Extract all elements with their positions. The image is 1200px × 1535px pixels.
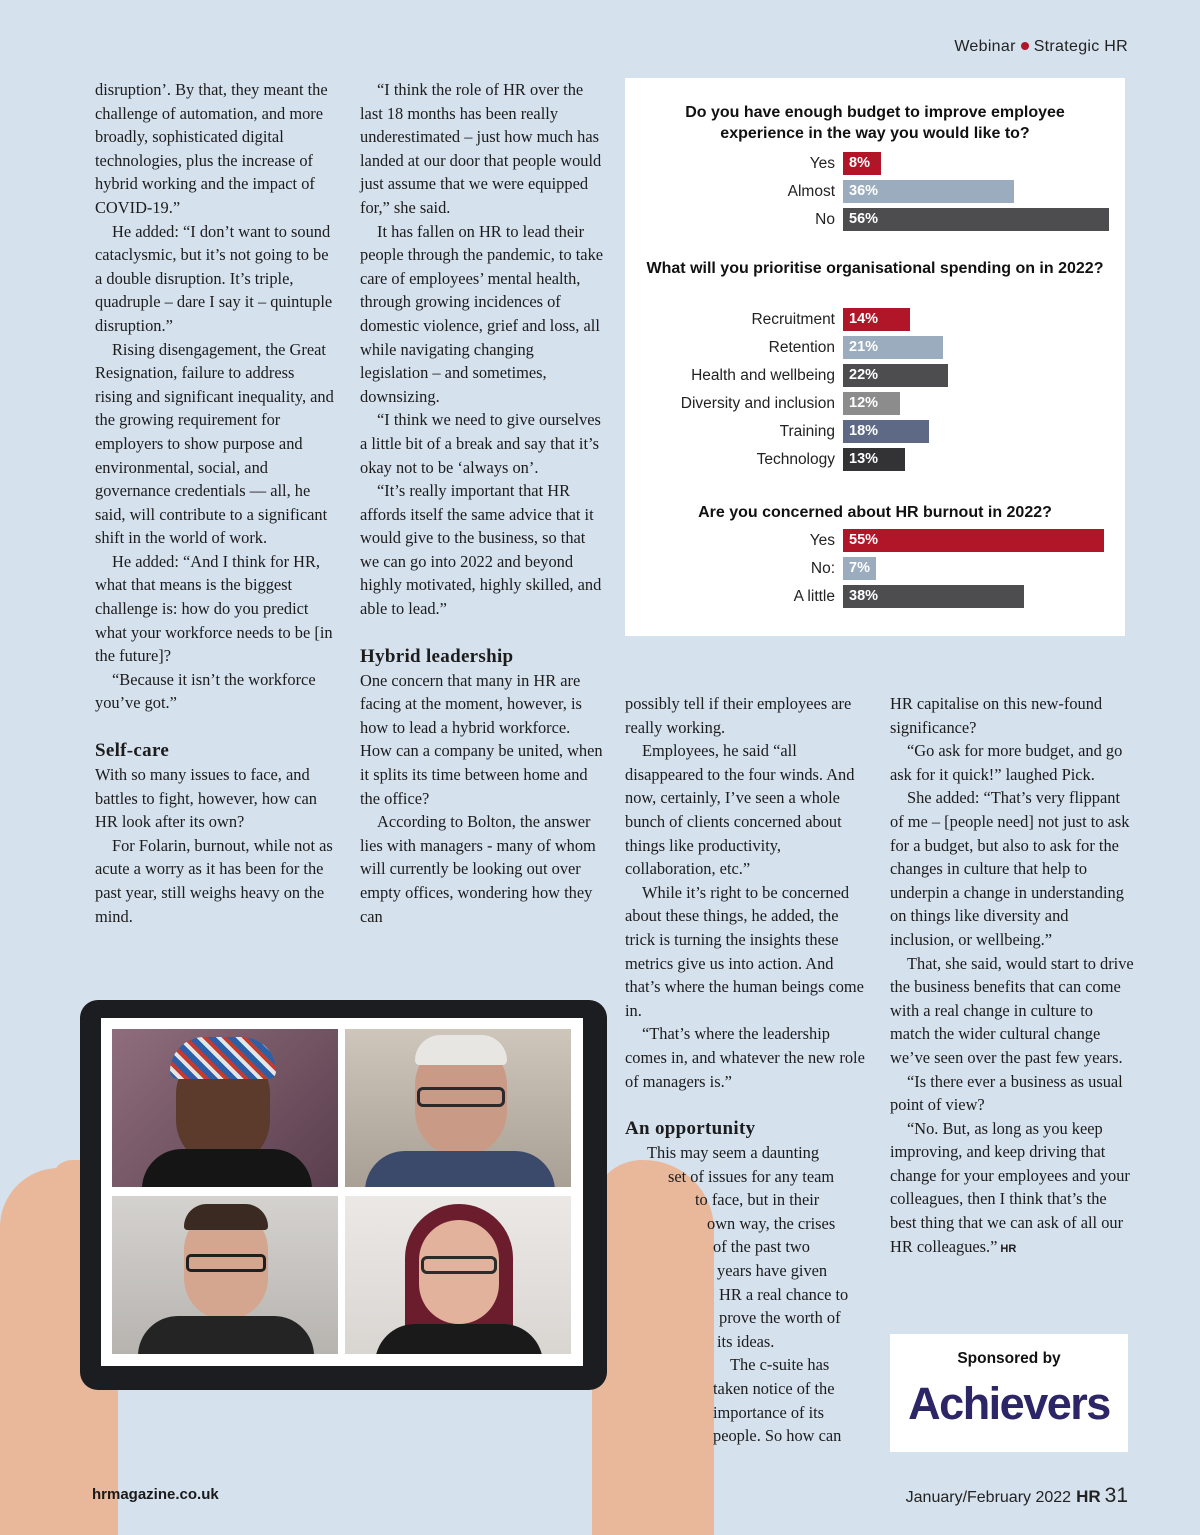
paragraph: “Because it isn’t the workforce you’ve got.” (95, 669, 316, 713)
paragraph: One concern that many in HR are facing at the moment, however, is how to lead a hybrid workforce. How can a company be united, when it splits its time between home and the office? (360, 670, 603, 808)
paragraph: That, she said, would start to drive the business benefits that can come with a real change in culture to match the wider cultural change we’ve seen over the past few years. (890, 953, 1134, 1067)
header-dot-icon (1021, 42, 1029, 50)
bar-row (625, 180, 1125, 204)
bar-category-label: Training (779, 423, 835, 440)
header-topic: Strategic HR (1033, 38, 1128, 55)
wrapped-paragraph (625, 1141, 870, 1353)
bar-category-label: No (815, 211, 835, 228)
paragraph: According to Bolton, the answer lies with managers - many of whom will currently be looking out over empty offices, wondering how they can (360, 812, 596, 926)
text-line: taken notice of the (713, 1379, 835, 1399)
text-line: people. So how can (713, 1426, 842, 1446)
bar (843, 208, 1109, 231)
bar-category-label: Almost (787, 183, 835, 200)
paragraph: With so many issues to face, and battles to fight, however, how can HR look after its own? (95, 765, 317, 832)
sponsor-label: Sponsored by (957, 1350, 1061, 1367)
article-column-2 (360, 78, 605, 928)
paragraph: “That’s where the leadership comes in, and whatever the new role of managers is.” (625, 1024, 865, 1091)
bar-category-label: A little (793, 588, 835, 605)
bar-row (625, 392, 1125, 416)
participant-video-1 (112, 1029, 338, 1187)
bar-category-label: Yes (809, 155, 835, 172)
text-line: years have given (717, 1261, 828, 1281)
bar-row (625, 336, 1125, 360)
paragraph: He added: “And I think for HR, what that means is the biggest challenge is: how do you predict what your workforce needs to be [in the future]? (95, 551, 333, 666)
paragraph: It has fallen on HR to lead their people through the pandemic, to take care of employees’ mental health, through growing incidences of domestic violence, grief and loss, all while navigating changing legislation – and sometimes, downsizing. (360, 221, 604, 406)
paragraph: She added: “That’s very flippant of me – [people need] not just to ask for a budget, but also to ask for the changes in culture that help to underpin a change in understanding on things like diversity and inclusion, or wellbeing.” (890, 788, 1130, 949)
paragraph: “Go ask for more budget, and go ask for it quick!” laughed Pick. (890, 741, 1123, 784)
bar-category-label: Recruitment (751, 311, 835, 328)
bar-category-label: Retention (768, 339, 835, 356)
closing-quote: “No. But, as long as you keep improving, and keep driving that change for your employees and your colleagues, then I think that’s the best thing that we can ask of all our HR colleagues.” (890, 1118, 1130, 1256)
participant-video-3 (112, 1196, 338, 1354)
bar-value-label: 12% (849, 395, 879, 411)
paragraph: Employees, he said “all disappeared to the four winds. And now, certainly, I’ve seen a whole bunch of clients concerned about things like productivity, collaboration, etc.” (625, 741, 855, 879)
paragraph: Rising disengagement, the Great Resignation, failure to address rising and significant inequality, and the growing requirement for employers to show purpose and environmental, social, and governance credentials — all, he said, will contribute to a significant shift in the world of work. (95, 339, 334, 548)
bar-value-label: 13% (849, 451, 879, 467)
text-line: own way, the crises (707, 1213, 836, 1233)
footer-site[interactable]: hrmagazine.co.uk (92, 1486, 219, 1503)
bar-value-label: 21% (849, 339, 879, 355)
text-line: This may seem a daunting (647, 1143, 820, 1163)
bar-row (625, 364, 1125, 388)
bar-value-label: 36% (849, 183, 879, 199)
footer-issue: January/February 2022 (905, 1489, 1072, 1506)
bar-row (625, 308, 1125, 332)
video-call-screen (101, 1018, 583, 1366)
bar-row (625, 557, 1125, 581)
bar-row (625, 448, 1125, 472)
paragraph (890, 1117, 1135, 1262)
paragraph: For Folarin, burnout, while not as acute a worry as it has been for the past year, still weighs heavy on the mind. (95, 835, 333, 926)
text-line: its ideas. (717, 1331, 775, 1351)
text-line: importance of its (713, 1402, 825, 1422)
bar (843, 529, 1104, 552)
paragraph: “I think we need to give ourselves a little bit of a break and say that it’s okay not to be ‘always on’. (360, 410, 601, 477)
end-mark: HR (1000, 1242, 1017, 1255)
bar-row (625, 529, 1125, 553)
paragraph: disruption’. By that, they meant the challenge of automation, and more broadly, sophisticated digital technologies, plus the increase of hybrid working and the impact of COVID-19.” (95, 80, 328, 217)
bar-value-label: 22% (849, 367, 879, 383)
subheading-self-care: Self-care (95, 740, 170, 762)
text-line: to face, but in their (695, 1190, 820, 1210)
page-number: 31 (1104, 1484, 1128, 1507)
achievers-logo: Achievers (908, 1378, 1110, 1429)
text-line: of the past two (713, 1237, 810, 1257)
article-column-4 (890, 692, 1135, 1261)
bar-value-label: 56% (849, 211, 879, 227)
paragraph: While it’s right to be concerned about these things, he added, the trick is turning the insights these metrics give us into action. And that’s where the human beings come in. (625, 882, 864, 1020)
bar-category-label: Yes (809, 532, 835, 549)
paragraph: He added: “I don’t want to sound cataclysmic, but it’s not going to be a double disruption. It’s triple, quadruple – dare I say it – quintuple disruption.” (95, 221, 333, 335)
text-line: prove the worth of (719, 1308, 841, 1328)
paragraph: HR capitalise on this new-found significance? (890, 694, 1103, 737)
bar-value-label: 18% (849, 423, 879, 439)
paragraph: “Is there ever a business as usual point of view? (890, 1071, 1123, 1115)
bar-value-label: 14% (849, 311, 879, 327)
article-column-3 (625, 692, 870, 1448)
footer-magazine: HR (1076, 1487, 1101, 1506)
survey-chart-panel (625, 78, 1125, 636)
running-header (954, 38, 1128, 56)
question-title: Do you have enough budget to improve employee experience in the way you would like to? (685, 104, 1065, 142)
bar-row (625, 152, 1125, 176)
paragraph: “I think the role of HR over the last 18 months has been really underestimated – just how much has landed at our door that people would just assume that we were equipped for,” she said. (360, 80, 602, 217)
paragraph: “It’s really important that HR affords itself the same advice that it would give to the business, so that we can go into 2022 and beyond highly motivated, highly skilled, and able to lead.” (360, 481, 602, 619)
header-section: Webinar (954, 38, 1016, 55)
participant-video-2 (345, 1029, 571, 1187)
text-line: HR a real chance to (719, 1284, 849, 1304)
subheading-an-opportunity: An opportunity (625, 1118, 756, 1140)
bar-value-label: 7% (849, 560, 870, 576)
bar-category-label: Technology (756, 451, 835, 468)
paragraph: possibly tell if their employees are really working. (625, 694, 852, 737)
text-line: set of issues for any team (668, 1166, 835, 1186)
bar-row (625, 420, 1125, 444)
text-line: The c-suite has (730, 1355, 830, 1375)
question-title: Are you concerned about HR burnout in 2022? (698, 504, 1052, 521)
subheading-hybrid-leadership: Hybrid leadership (360, 645, 514, 667)
bar-category-label: No: (810, 560, 835, 577)
bar-category-label: Diversity and inclusion (680, 395, 835, 412)
footer-folio (906, 1484, 1128, 1508)
bar-value-label: 8% (849, 155, 870, 171)
bar-value-label: 55% (849, 532, 879, 548)
bar-category-label: Health and wellbeing (691, 367, 835, 384)
question-title: What will you prioritise organisational spending on in 2022? (646, 260, 1104, 277)
wrapped-paragraph (625, 1353, 870, 1447)
bar-row (625, 585, 1125, 609)
bar-value-label: 38% (849, 588, 879, 604)
article-column-1 (95, 78, 335, 928)
sponsor-box (890, 1334, 1128, 1452)
participant-video-4 (345, 1196, 571, 1354)
bar-row (625, 208, 1125, 232)
